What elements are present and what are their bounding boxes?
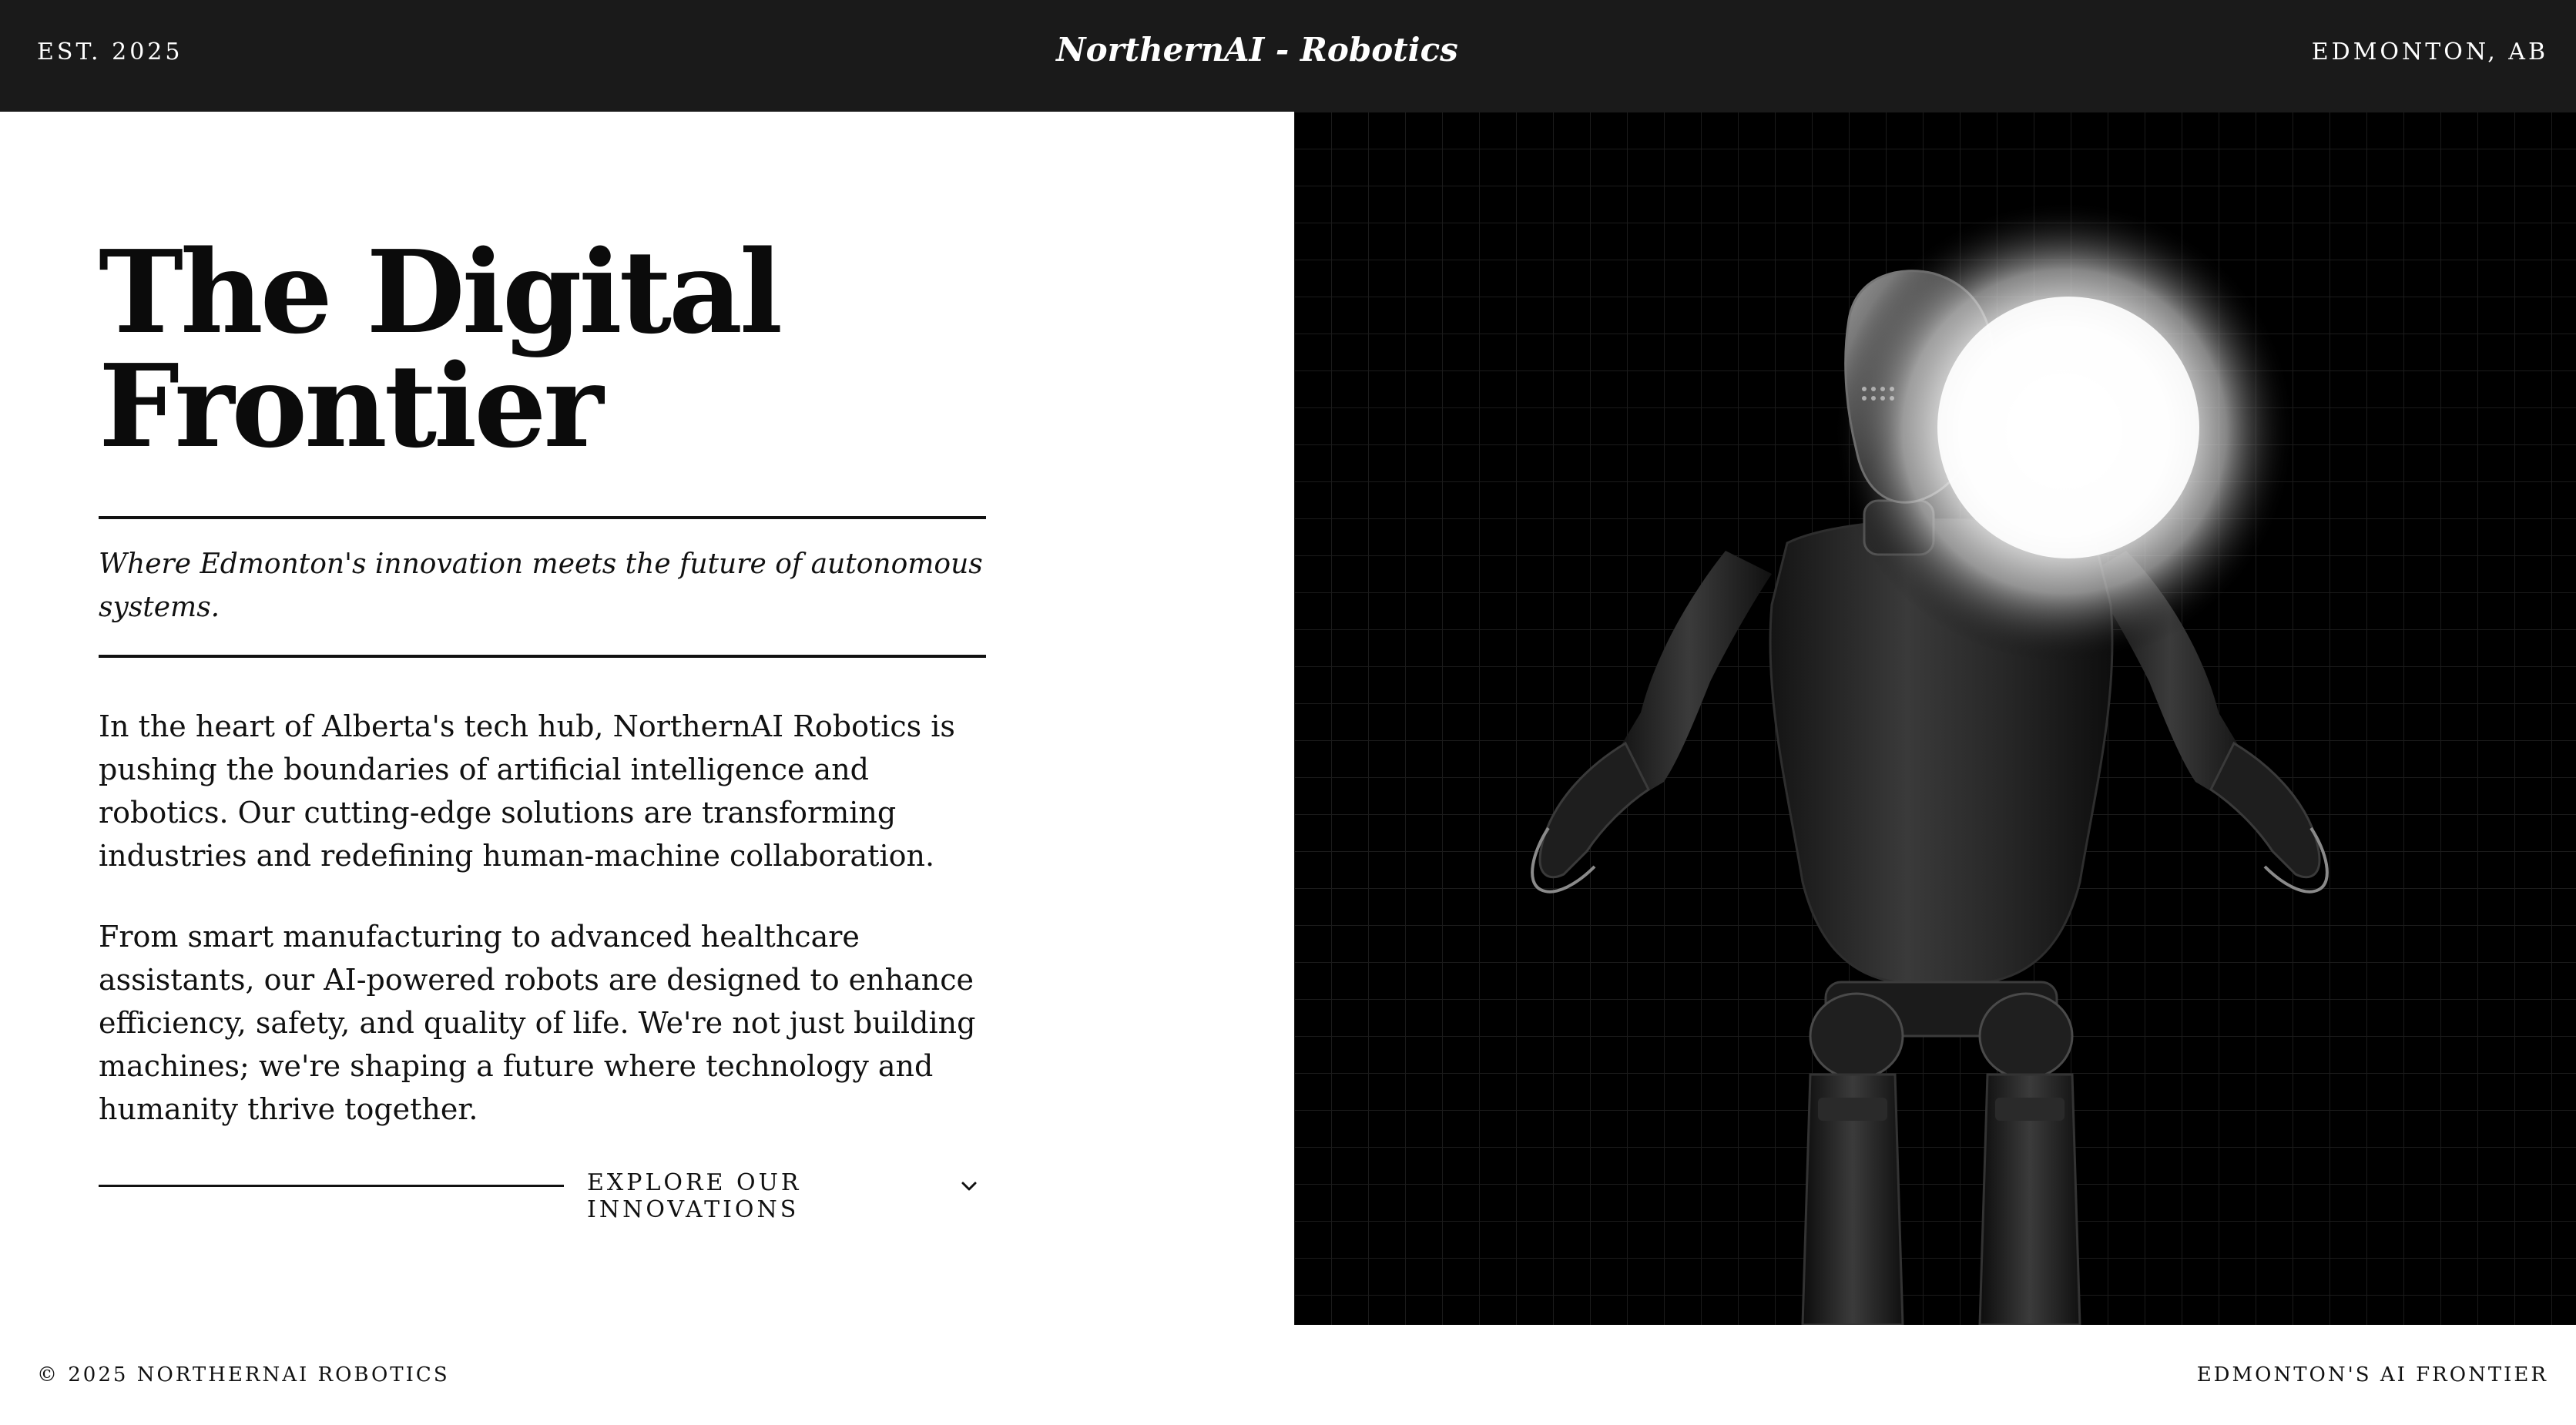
brand-title[interactable]: NorthernAI - Robotics (1056, 31, 1458, 69)
chevron-down-icon[interactable] (958, 1175, 980, 1197)
copyright-text: © 2025 NORTHERNAI ROBOTICS (37, 1363, 450, 1386)
explore-cta[interactable] (99, 1162, 986, 1223)
intro-paragraph: In the heart of Alberta's tech hub, NorthernAI Robotics is pushing the boundaries of artificial intelligence and robotics. Our cutting-edge solutions are transforming industries and redefining human-machine collaboration. (99, 709, 955, 873)
location-label: EDMONTON, AB (2311, 39, 2548, 65)
hero-image-panel (1294, 112, 2576, 1325)
footer-tagline: EDMONTON'S AI FRONTIER (2196, 1363, 2548, 1386)
title-line-2: Frontier (99, 339, 601, 473)
explore-button[interactable]: EXPLORE OUR INNOVATIONS (587, 1169, 802, 1223)
mission-paragraph: From smart manufacturing to advanced healthcare assistants, our AI-powered robots are designed to enhance efficiency, safety, and quality of life. We're not just building machines; we're shaping a future where technology and humanity thrive together. (99, 920, 976, 1126)
robot-image (1294, 112, 2576, 1325)
divider-top (99, 516, 986, 519)
page-title (99, 225, 780, 473)
established-label: EST. 2025 (37, 39, 183, 65)
hero-tagline: Where Edmonton's innovation meets the future of autonomous systems. (99, 548, 983, 623)
title-line-1: The Digital (99, 225, 780, 359)
site-header (0, 0, 2576, 112)
cta-line (99, 1185, 564, 1187)
divider-bottom (99, 655, 986, 658)
